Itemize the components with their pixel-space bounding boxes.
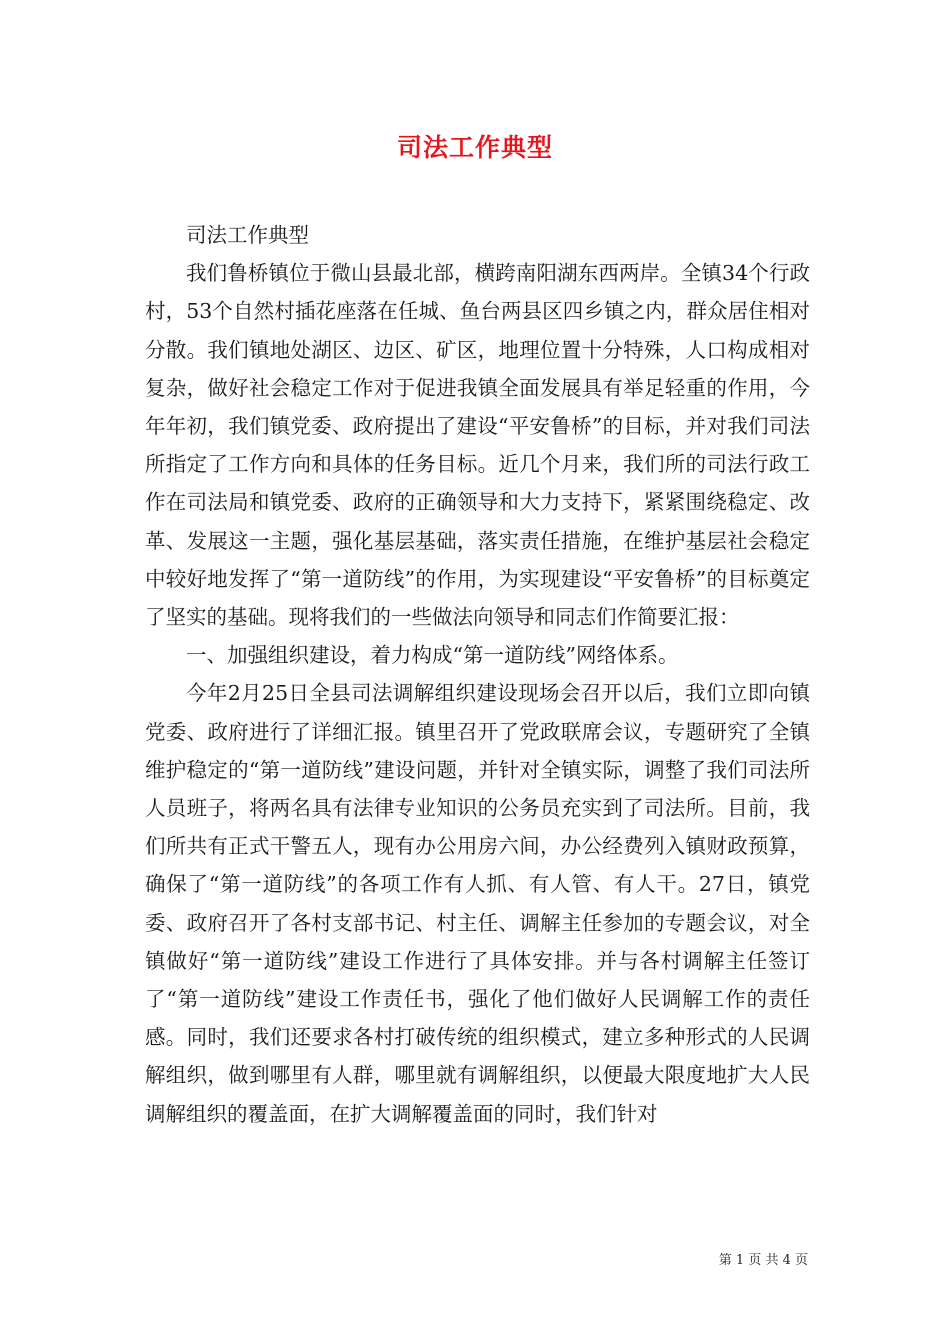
section-heading-1: 一、加强组织建设，着力构成“第一道防线”网络体系。 <box>186 643 679 668</box>
document-body <box>145 216 810 1133</box>
body-paragraph-section-1: 今年2月25日全县司法调解组织建设现场会召开以后，我们立即向镇党委、政府进行了详细汇报。镇里召开了党政联席会议，专题研究了全镇维护稳定的“第一道防线”建设问题，并针对全镇实际，调整了我们司法所人员班子，将两名具有法律专业知识的公务员充实到了司法所。目前，我们所共有正式干警五人，现有办公用房六间，办公经费列入镇财政预算，确保了“第一道防线”的各项工作有人抓、有人管、有人干。27日，镇党委、政府召开了各村支部书记、村主任、调解主任参加的专题会议，对全镇做好“第一道防线”建设工作进行了具体安排。并与各村调解主任签订了“第一道防线”建设工作责任书，强化了他们做好人民调解工作的责任感。同时，我们还要求各村打破传统的组织模式，建立多种形式的人民调解组织，做到哪里有人群，哪里就有调解组织，以便最大限度地扩大人民调解组织的覆盖面，在扩大调解覆盖面的同时，我们针对 <box>145 681 810 1126</box>
body-paragraph-subtitle: 司法工作典型 <box>186 223 309 247</box>
page-title: 司法工作典型 <box>396 133 553 162</box>
body-paragraph-intro: 我们鲁桥镇位于微山县最北部，横跨南阳湖东西两岸。全镇34个行政村，53个自然村插花座落在任城、鱼台两县区四乡镇之内，群众居住相对分散。我们镇地处湖区、边区、矿区，地理位置十分特殊，人口构成相对复杂，做好社会稳定工作对于促进我镇全面发展具有举足轻重的作用，今年年初，我们镇党委、政府提出了建设“平安鲁桥”的目标，并对我们司法所指定了工作方向和具体的任务目标。近几个月来，我们所的司法行政工作在司法局和镇党委、政府的正确领导和大力支持下，紧紧围绕稳定、改革、发展这一主题，强化基层基础，落实责任措施，在维护基层社会稳定中较好地发挥了“第一道防线”的作用，为实现建设“平安鲁桥”的目标奠定了坚实的基础。现将我们的一些做法向领导和同志们作简要汇报： <box>145 261 810 630</box>
page-number-footer: 第 1 页 共 4 页 <box>718 1253 808 1268</box>
